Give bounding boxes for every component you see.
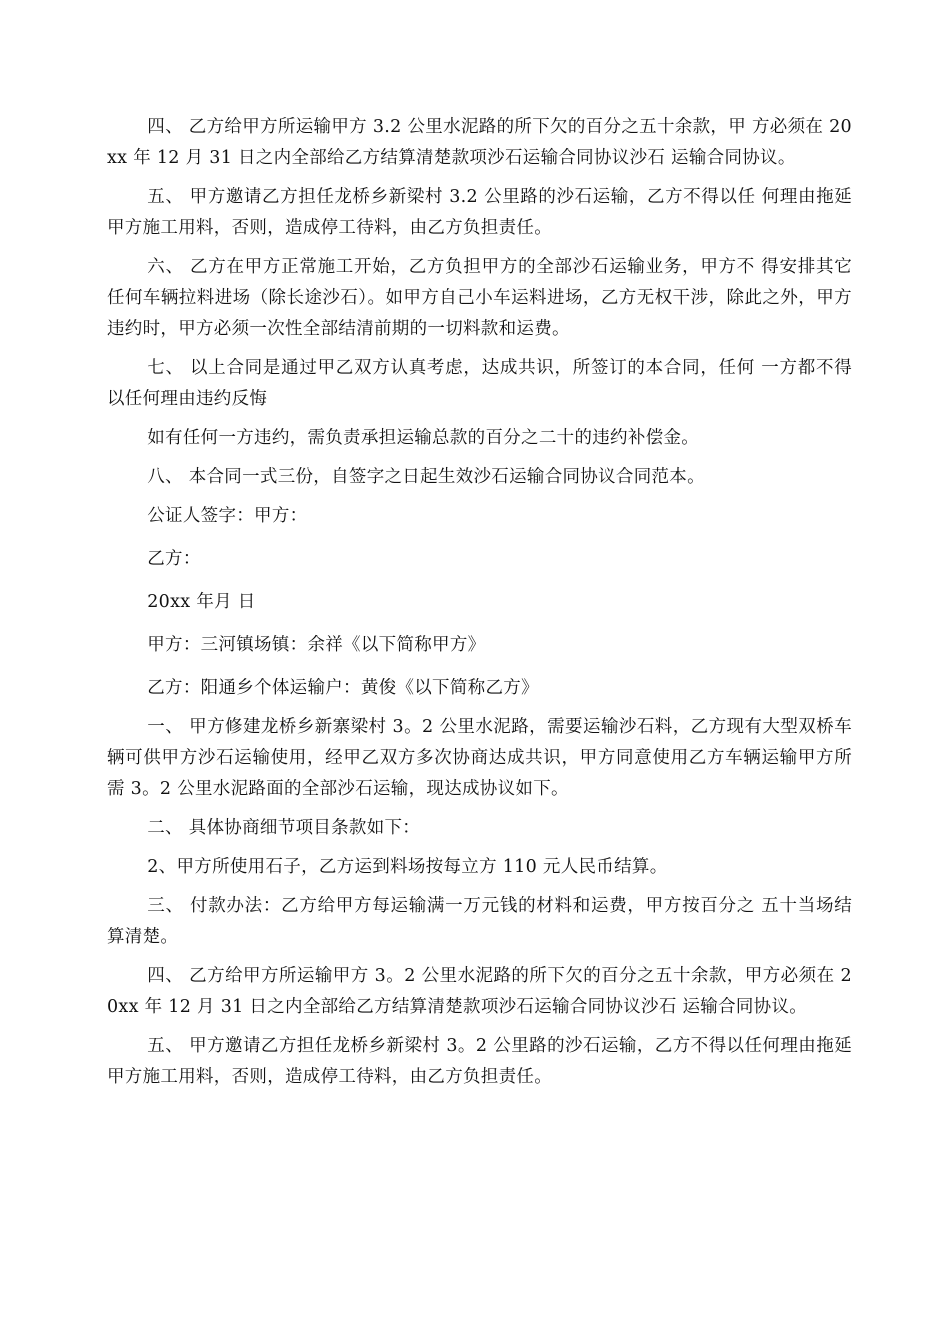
paragraph-clause-5: 五、 甲方邀请乙方担任龙桥乡新梁村 3.2 公里路的沙石运输，乙方不得以任 何理由拖延甲方施工用料，否则，造成停工待料，由乙方负担责任。 (107, 187, 852, 238)
paragraph-clause-2-item: 2、甲方所使用石子，乙方运到料场按每立方 110 元人民币结算。 (147, 857, 668, 877)
paragraph-clause-3: 三、 付款办法：乙方给甲方每运输满一万元钱的材料和运费，甲方按百分之 五十当场结算清楚。 (107, 896, 852, 947)
paragraph-breach-penalty: 如有任何一方违约，需负责承担运输总款的百分之二十的违约补偿金。 (147, 428, 700, 448)
paragraph-clause-5-repeat: 五、 甲方邀请乙方担任龙桥乡新梁村 3。2 公里路的沙石运输，乙方不得以任何理由拖延甲方施工用料，否则，造成停工待料，由乙方负担责任。 (107, 1036, 852, 1087)
paragraph-clause-1: 一、 甲方修建龙桥乡新寨梁村 3。2 公里水泥路，需要运输沙石料，乙方现有大型双桥车辆可供甲方沙石运输使用，经甲乙双方多次协商达成共识，甲方同意使用乙方车辆运输甲方所需 3。2 公里水泥路面的全部沙石运输，现达成协议如下。 (107, 717, 852, 799)
paragraph-party-b: 乙方：阳通乡个体运输户：黄俊《以下简称乙方》 (147, 678, 539, 698)
paragraph-party-a: 甲方：三河镇场镇：余祥《以下简称甲方》 (147, 635, 486, 655)
paragraph-clause-7: 七、 以上合同是通过甲乙双方认真考虑，达成共识，所签订的本合同，任何 一方都不得以任何理由违约反悔 (107, 358, 852, 409)
paragraph-clause-4: 四、 乙方给甲方所运输甲方 3.2 公里水泥路的所下欠的百分之五十余款，甲 方必须在 20xx 年 12 月 31 日之内全部给乙方结算清楚款项沙石运输合同协议沙石 运输合同协议。 (107, 117, 852, 168)
paragraph-clause-6: 六、 乙方在甲方正常施工开始，乙方负担甲方的全部沙石运输业务，甲方不 得安排其它任何车辆拉料进场（除长途沙石）。如甲方自己小车运料进场，乙方无权干涉，除此之外，甲方违约时，甲方必须一次性全部结清前期的一切料款和运费。 (107, 257, 852, 339)
paragraph-party-b-signature: 乙方： (147, 549, 201, 569)
paragraph-notary-signature: 公证人签字：甲方： (147, 506, 308, 526)
paragraph-clause-8: 八、 本合同一式三份，自签字之日起生效沙石运输合同协议合同范本。 (147, 467, 705, 487)
paragraph-clause-4-repeat: 四、 乙方给甲方所运输甲方 3。2 公里水泥路的所下欠的百分之五十余款，甲方必须在 20xx 年 12 月 31 日之内全部给乙方结算清楚款项沙石运输合同协议沙石 运输合同协议。 (107, 966, 852, 1017)
paragraph-clause-2: 二、 具体协商细节项目条款如下： (147, 818, 421, 838)
paragraph-date: 20xx 年月 日 (147, 592, 256, 612)
document-body (107, 112, 852, 1101)
